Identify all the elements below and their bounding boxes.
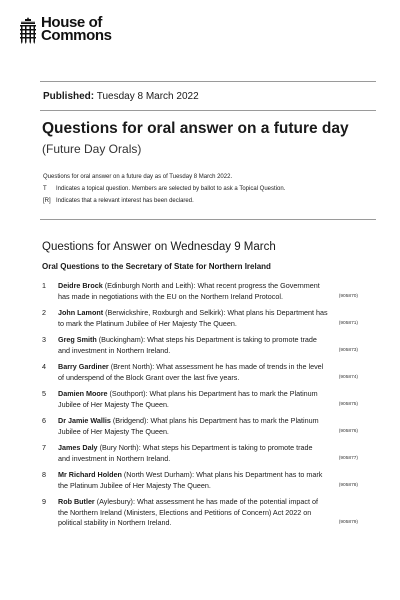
question-text-continued: to mark the Platinum Jubilee of Her Majesty The Queen. — [58, 318, 237, 328]
divider-intro — [40, 219, 376, 220]
question-ref: (905874) — [338, 374, 358, 380]
member-name: Deidre Brock — [58, 281, 103, 290]
member-name: Damien Moore — [58, 389, 108, 398]
member-name: Rob Butler — [58, 497, 95, 506]
question-text-continued: Jubilee of Her Majesty The Queen. — [58, 426, 169, 436]
question-ref: (905878) — [338, 482, 358, 488]
question-text-continued: and investment in Northern Ireland. — [58, 345, 171, 355]
question-ref: (905876) — [338, 428, 358, 434]
question-text-continued: of underspend of the Block Grant over the last five years. — [58, 372, 240, 382]
constituency: (Berwickshire, Roxburgh and Selkirk): — [105, 308, 226, 317]
question-text-continued: the Northern Ireland (Ministers, Elections and Petitions of Concern) Act 2022 on — [58, 507, 312, 517]
page-title: Questions for oral answer on a future day — [42, 120, 349, 137]
constituency: (Edinburgh North and Leith): — [104, 281, 196, 290]
question-item — [42, 281, 358, 302]
question-item — [42, 443, 358, 464]
question-item — [42, 416, 358, 437]
question-item — [42, 497, 358, 529]
intro-text: Questions for oral answer on a future day as of Tuesday 8 March 2022. — [43, 174, 233, 180]
question-text: What recent progress the Government — [197, 281, 320, 290]
question-text: What plans his Department has to mark the Platinum — [149, 389, 318, 398]
member-name: Dr Jamie Wallis — [58, 416, 111, 425]
department-heading: Oral Questions to the Secretary of State for Northern Ireland — [42, 262, 271, 271]
question-number: 2 — [42, 308, 46, 317]
question-item — [42, 335, 358, 356]
divider-top — [40, 81, 376, 82]
question-number: 4 — [42, 362, 46, 371]
section-title: Questions for Answer on Wednesday 9 March — [42, 241, 276, 253]
logo-line-2: Commons — [41, 27, 112, 44]
question-ref: (905877) — [338, 455, 358, 461]
question-ref: (905875) — [338, 401, 358, 407]
legend-text: Indicates a topical question. Members are selected by ballot to ask a Topical Question. — [56, 186, 286, 192]
question-number: 6 — [42, 416, 46, 425]
question-number: 8 — [42, 470, 46, 479]
question-number: 9 — [42, 497, 46, 506]
published-date — [43, 91, 199, 102]
constituency: (North West Durham): — [123, 470, 195, 479]
question-ref: (905870) — [338, 293, 358, 299]
member-name: Greg Smith — [58, 335, 97, 344]
question-text: What steps his Department is taking to promote trade — [142, 443, 313, 452]
constituency: (Bridgend): — [112, 416, 149, 425]
published-label: Published: — [43, 91, 95, 102]
legend-key: [R] — [43, 198, 51, 204]
question-number: 5 — [42, 389, 46, 398]
page-subtitle: (Future Day Orals) — [42, 142, 142, 156]
question-ref: (905871) — [338, 320, 358, 326]
constituency: (Bury North): — [99, 443, 141, 452]
constituency: (Aylesbury): — [96, 497, 135, 506]
legend-interest — [43, 195, 373, 207]
question-text: What assessment he has made of trends in the level — [156, 362, 324, 371]
constituency: (Buckingham): — [98, 335, 146, 344]
question-item — [42, 362, 358, 383]
question-text-continued: political stability in Northern Ireland. — [58, 518, 172, 527]
question-text-continued: Jubilee of Her Majesty The Queen. — [58, 399, 169, 409]
published-value: Tuesday 8 March 2022 — [96, 91, 199, 102]
question-number: 3 — [42, 335, 46, 344]
question-ref: (905873) — [338, 347, 358, 353]
member-name: John Lamont — [58, 308, 104, 317]
member-name: Barry Gardiner — [58, 362, 109, 371]
member-name: James Daly — [58, 443, 98, 452]
question-item — [42, 389, 358, 410]
intro-block — [43, 171, 373, 207]
portcullis-icon — [19, 17, 37, 45]
question-text-continued: the Platinum Jubilee of Her Majesty The Queen. — [58, 480, 211, 490]
member-name: Mr Richard Holden — [58, 470, 122, 479]
question-text: What plans his Department has to mark — [196, 470, 323, 479]
question-list — [42, 281, 358, 529]
constituency: (Southport): — [109, 389, 148, 398]
legend-key: T — [43, 186, 47, 192]
logo-line-1: House of — [41, 14, 102, 31]
question-text-continued: and investment in Northern Ireland. — [58, 453, 171, 463]
house-of-commons-logo — [19, 16, 112, 45]
question-item — [42, 308, 358, 329]
constituency: (Brent North): — [110, 362, 155, 371]
question-number: 1 — [42, 281, 46, 290]
divider-published — [40, 110, 376, 111]
question-text: What steps his Department is taking to promote trade — [147, 335, 317, 344]
question-number: 7 — [42, 443, 46, 452]
legend-text: Indicates that a relevant interest has been declared. — [56, 198, 194, 204]
question-text: What assessment he has made of the potential impact of — [136, 497, 318, 506]
question-text: What plans his Department has to mark the Platinum — [150, 416, 319, 425]
legend-topical — [43, 183, 373, 195]
question-item — [42, 470, 358, 491]
question-text: What plans his Department has — [227, 308, 328, 317]
question-text-continued: has made in negotiations with the EU on the Northern Ireland Protocol. — [58, 291, 283, 301]
question-ref: (905879) — [338, 520, 358, 525]
